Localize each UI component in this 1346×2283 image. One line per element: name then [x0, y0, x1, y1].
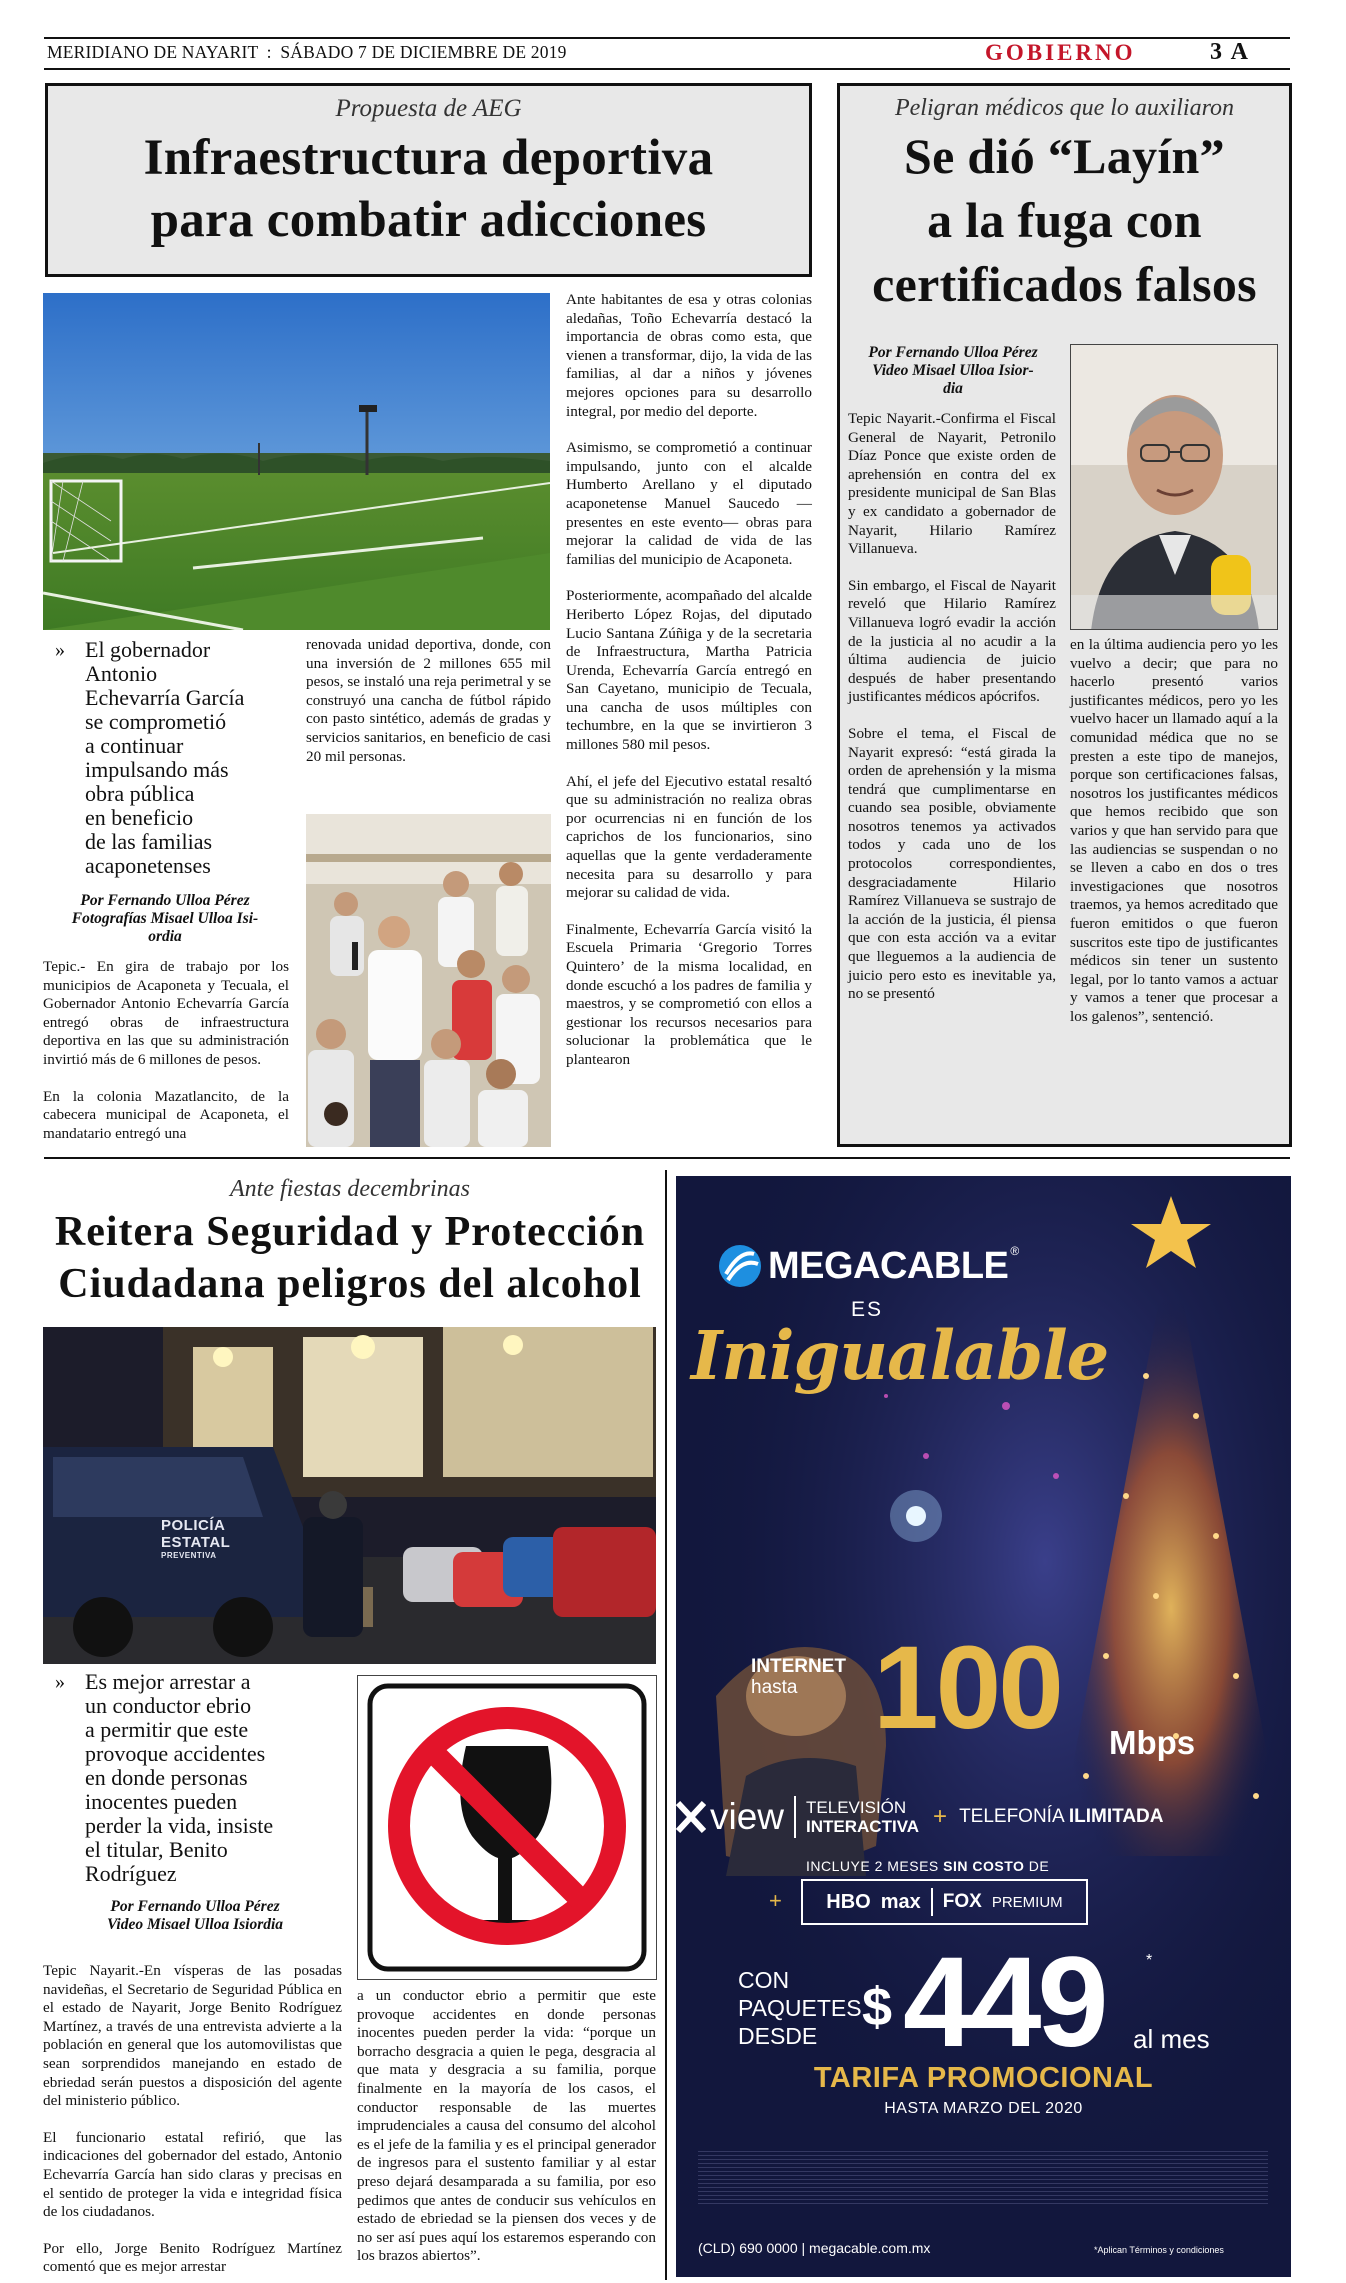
paragraph: Tepic.- En gira de trabajo por los municipios de Acaponeta y Tecuala, el Gobernador Antonio Echevarría García entregó obras de infraestructura deportiva en las que su administración invirtió más de 6 millones de pesos.: [43, 958, 289, 1068]
phone-label-b: ILIMITADA: [1068, 1806, 1164, 1827]
header-sep: :: [266, 42, 272, 62]
ad-es: ES: [851, 1298, 884, 1321]
price-amount: 449: [903, 1931, 1105, 2074]
article1-photo-field: [43, 293, 550, 630]
includes-a: INCLUYE 2 MESES: [806, 1858, 944, 1874]
pullquote-line: Echevarría García: [85, 685, 245, 710]
paragraph: Sin embargo, el Fiscal de Nayarit reveló que Hilario Ramírez Villanueva logró evadir la acción de la justicia al no acudir a la última audiencia de juicio después de haber presentando justificantes médicos apócrifos.: [848, 576, 1056, 706]
article2-byline: [848, 344, 1058, 398]
pullquote-line: Es mejor arrestar a: [85, 1669, 251, 1694]
packages-label: [738, 1966, 862, 2050]
internet-label-2: hasta: [751, 1677, 798, 1698]
police-text-2: ESTATAL: [161, 1534, 231, 1551]
includes-b: SIN COSTO: [943, 1858, 1025, 1874]
article3-column2: [357, 1987, 656, 2266]
paragraph: Asimismo, se comprometió a continuar impulsando, junto con el alcalde Humberto Arellano y el diputado acaponetense Manuel Saucedo —presentes en este evento— obras para mejorar la calidad de vida de las familias del municipio de Acaponeta.: [566, 439, 812, 568]
pullquote-line: Antonio: [85, 661, 158, 686]
paragraph: El funcionario estatal refirió, que las indicaciones del gobernador del estado, Antonio Echevarría García han sido claras y precisas en el sentido de proteger la vida e integridad física de los ciudadanos.: [43, 2128, 342, 2221]
packages-2: PAQUETES: [738, 1995, 862, 2021]
police-text-1: POLICÍA: [161, 1517, 226, 1534]
article1-headline-box: [45, 83, 812, 277]
streaming-sep: [931, 1888, 933, 1916]
price-dollar: $: [862, 1977, 893, 2037]
paragraph: Posteriormente, acompañado del alcalde Heriberto López Rojas, del diputado Lucio Santana Zúñiga y de la secretaria de Infraestructura, Martha Patricia Urenda, Echevarría García entregó en San Cayetano, municipio de Tecuala, una cancha de usos múltiples con techumbre, en la que se invirtieron 3 millones 580 mil pesos.: [566, 587, 812, 754]
byline-video-cont: dia: [943, 380, 963, 397]
page-number: 3 A: [1210, 39, 1251, 65]
promo-until: HASTA MARZO DEL 2020: [884, 2100, 1083, 2117]
byline-video: Video Misael Ulloa Isiordia: [106, 1916, 284, 1933]
pullquote-bullet: »: [55, 1671, 65, 1693]
pullquote-line: perder la vida, insiste: [85, 1813, 274, 1838]
article1-column3: [566, 291, 812, 1070]
megacable-ad[interactable]: [676, 1176, 1291, 2277]
tv-label-2: INTERACTIVA: [806, 1817, 920, 1836]
premium-label: PREMIUM: [991, 1893, 1063, 1911]
article2-photo-fiscal: [1070, 344, 1278, 630]
column-divider: [665, 1170, 667, 2280]
article3-kicker: Ante fiestas decembrinas: [230, 1176, 470, 1202]
paragraph: a un conductor ebrio a permitir que este provoque accidentes en donde personas inocentes pueden perder la vida: “porque un borracho desgracia a quien le pega, desgracia al que mata y desgracia a su familia, porque finalmente en la mayoría de los casos, el conductor responsable de las muertes imprudenciales a causa del consumo del alcohol es el jefe de la familia y es el principal generador de ingresos para el sustento familiar y al estar preso dejará desamparada a su familia, por eso pedimos que antes de conducir sus vehículos en estado de ebriedad se la piensen dos veces y de no ser así pues aquí los estaremos esperando con los brazos abiertos”.: [357, 1987, 656, 2265]
brand-reg: ®: [1010, 1244, 1020, 1258]
megacable-logo: [718, 1244, 1019, 1288]
byline-author: Por Fernando Ulloa Pérez: [868, 344, 1038, 361]
fine-print: [698, 2151, 1268, 2206]
fox-logo: FOX: [942, 1891, 982, 1912]
internet-unit: Mbps: [1109, 1724, 1196, 1761]
includes-c: DE: [1024, 1858, 1050, 1874]
no-alcohol-sign: [357, 1675, 657, 1980]
article3-photo-police: [43, 1327, 656, 1664]
article2-title-line2: a la fuga con: [927, 192, 1202, 248]
header-rule-bottom: [44, 68, 1290, 70]
header-dateline: [47, 42, 567, 63]
paper-name: MERIDIANO DE NAYARIT: [47, 42, 259, 62]
pullquote-line: Rodríguez: [85, 1861, 177, 1886]
section-label: GOBIERNO: [985, 40, 1136, 65]
paragraph: Tepic Nayarit.-En vísperas de las posadas navideñas, el Secretario de Seguridad Pública en el estado de Nayarit, Jorge Benito Rodríguez Martínez, a través de una entrevista advierte a la población en general que los automovilistas que sean sorprendidos manejando en estado de ebriedad serán puestos a disposición del agente del ministerio público.: [43, 1962, 342, 2110]
plus-sign: +: [933, 1803, 948, 1830]
pullquote-line: el titular, Benito: [85, 1837, 228, 1862]
price-per-month: al mes: [1133, 2024, 1210, 2054]
pullquote-line: provoque accidentes: [85, 1741, 266, 1766]
xview-x-icon: [676, 1797, 706, 1837]
article3-title-line1: Reitera Seguridad y Protección: [54, 1209, 646, 1255]
byline-photo: Fotografías Misael Ulloa Isi-: [71, 910, 259, 927]
police-illustration: [43, 1327, 656, 1664]
article3-pullquote: [45, 1670, 345, 1886]
article3-column1: [43, 1962, 342, 2277]
paragraph: Ahí, el jefe del Ejecutivo estatal resaltó que su administración no realiza obras por ocurrencias ni en función de los caprichos de los funcionarios, sino aquellas que la gente verdaderamente necesita para su desarrollo y para mejorar su calidad de vida.: [566, 772, 812, 902]
pullquote-line: acaponetenses: [85, 853, 211, 878]
byline-author: Por Fernando Ulloa Pérez: [110, 1898, 280, 1915]
pullquote-line: en beneficio: [85, 805, 194, 830]
article1-title-line1: Infraestructura deportiva: [143, 130, 714, 186]
paragraph: Tepic Nayarit.-Confirma el Fiscal General de Nayarit, Petronilo Díaz Ponce que existe orden de aprehensión en contra del ex presidente municipal de San Blas y ex candidato a gobernador de Nayarit, Hilario Ramírez Villanueva.: [848, 410, 1056, 558]
article1-byline: [45, 892, 285, 946]
article2-kicker: Peligran médicos que lo auxiliaron: [894, 95, 1235, 121]
packages-1: CON: [738, 1967, 790, 1993]
article2-column1: [848, 410, 1056, 1004]
megacable-logo-icon: [718, 1244, 762, 1288]
event-illustration: [306, 814, 551, 1147]
phone-label-a: TELEFONÍA: [959, 1806, 1069, 1827]
police-text-3: PREVENTIVA: [161, 1551, 217, 1560]
internet-speed: 100: [873, 1622, 1061, 1754]
packages-3: DESDE: [738, 2023, 818, 2049]
pullquote-line: un conductor ebrio: [85, 1693, 252, 1718]
article1-title: [48, 127, 809, 251]
paragraph: Sobre el tema, el Fiscal de Nayarit expresó: “está girada la orden de aprehensión y la misma tendrá que cumplimentarse en cuando sea posible, obviamente nosotros tenemos ya activados todos y cada uno de los protocolos correspondientes, desgraciadamente Hilario Ramírez Villanueva se sustrajo de la acción de la justicia, él piensa que con esta acción va a evitar que lleguemos a la audiencia de juicio pero esto es inevitable ya, no se presentó: [848, 724, 1056, 1003]
header-rule-top: [44, 37, 1290, 39]
xview-sep: [794, 1796, 796, 1838]
article2-title-line1: Se dió “Layín”: [904, 128, 1225, 184]
pullquote-line: obra pública: [85, 781, 195, 806]
issue-date: SÁBADO 7 DE DICIEMBRE DE 2019: [280, 42, 567, 62]
streaming-box: [801, 1879, 1088, 1925]
pullquote-bullet: »: [55, 639, 65, 661]
paragraph: renovada unidad deportiva, donde, con una inversión de 2 millones 655 mil pesos, se instaló una reja perimetral y se construyó una cancha de fútbol rápido con pasto sintético, además de gradas y servicios sanitarios, en beneficio de casi 20 mil personas.: [306, 636, 551, 765]
phone-label: [959, 1806, 1163, 1828]
xview-row: [676, 1796, 1164, 1838]
article2-column2: [1070, 636, 1278, 1026]
max-logo: max: [880, 1890, 921, 1913]
ad-contact[interactable]: (CLD) 690 0000 | megacable.com.mx: [698, 2240, 931, 2256]
paragraph: Por ello, Jorge Benito Rodríguez Martínez comentó que es mejor arrestar: [43, 2239, 342, 2276]
ad-slogan: Inigualable: [691, 1316, 1109, 1395]
price-star: *: [1146, 1952, 1153, 1969]
tv-label-1: TELEVISIÓN: [806, 1798, 907, 1817]
brand-name: MEGACABLE: [768, 1244, 1009, 1287]
paragraph: Ante habitantes de esa y otras colonias aledañas, Toño Echevarría destacó la importancia de obras como esta, que vienen a transformar, dijo, la vida de las familias, al dar a niños y jóvenes mejores opciones para su desarrollo integral, por medio del deporte.: [566, 291, 812, 420]
tv-label: [806, 1798, 919, 1836]
article2-title: [840, 124, 1289, 316]
police-car-label: [161, 1517, 230, 1561]
article1-title-line2: para combatir adicciones: [150, 192, 707, 248]
article3-byline: [45, 1898, 345, 1934]
includes-text: [806, 1858, 1049, 1874]
field-illustration: [43, 293, 550, 630]
article1-column1: [43, 958, 289, 1143]
article1-photo-event: [306, 814, 551, 1147]
pullquote-line: en donde personas: [85, 1765, 248, 1790]
article2-title-line3: certificados falsos: [872, 256, 1257, 312]
internet-label-1: INTERNET: [751, 1656, 846, 1677]
promo-rate: TARIFA PROMOCIONAL: [813, 2062, 1154, 2094]
paragraph: Finalmente, Echevarría García visitó la Escuela Primaria ‘Gregorio Torres Quintero’ de la misma localidad, en donde escuchó a los padres de familia y maestros, y se comprometió con ellos a gestionar los recursos necesarios para solucionar la problemática que le plantearon: [566, 920, 812, 1068]
no-alcohol-icon: [358, 1676, 656, 1979]
plus-sign-2: +: [769, 1888, 782, 1913]
article3-title: [38, 1206, 662, 1310]
pullquote-line: a permitir que este: [85, 1717, 249, 1742]
byline-author: Por Fernando Ulloa Pérez: [80, 892, 250, 909]
internet-label: [751, 1656, 846, 1698]
pullquote-line: impulsando más: [85, 757, 229, 782]
ad-terms: *Aplican Términos y condiciones: [1094, 2245, 1224, 2255]
hbo-logo: HBO: [826, 1890, 871, 1913]
article1-column2: [306, 636, 551, 766]
pullquote-line: se comprometió: [85, 709, 227, 734]
pullquote-line: inocentes pueden: [85, 1789, 238, 1814]
pullquote-line: El gobernador: [85, 637, 211, 662]
section-divider: [44, 1157, 1290, 1159]
byline-video: Video Misael Ulloa Isior-: [872, 362, 1034, 379]
pullquote-line: de las familias: [85, 829, 213, 854]
article3-title-line2: Ciudadana peligros del alcohol: [58, 1261, 642, 1307]
portrait-illustration: [1071, 345, 1278, 630]
paragraph: en la última audiencia pero yo les vuelvo a decir; que para no hacerlo presentó varios justificantes médicos, pero yo les vuelvo hacer un llamado aquí a la comunidad médica que no se presten a este tipo de manejos, porque son certificaciones falsas, nosotros los justificantes médicos que hemos recibido que son varios y que han servido para que las audiencias se suspendan o no se lleven a cabo en dos o tres investigaciones que nosotros traemos, ya hemos acreditado que fueron emitidos o que fueron suscritos este tipo de justificantes médicos sin tener un sustento legal, por lo tanto vamos a actuar y vamos a tener que procesar a los galenos”, sentenció.: [1070, 636, 1278, 1025]
byline-photo-cont: ordia: [148, 928, 182, 945]
article1-pullquote: [45, 638, 285, 878]
paragraph: En la colonia Mazatlancito, de la cabecera municipal de Acaponeta, el mandatario entregó una: [43, 1087, 289, 1142]
pullquote-line: a continuar: [85, 733, 184, 758]
article1-kicker: Propuesta de AEG: [335, 95, 522, 122]
xview-name: view: [710, 1796, 785, 1837]
